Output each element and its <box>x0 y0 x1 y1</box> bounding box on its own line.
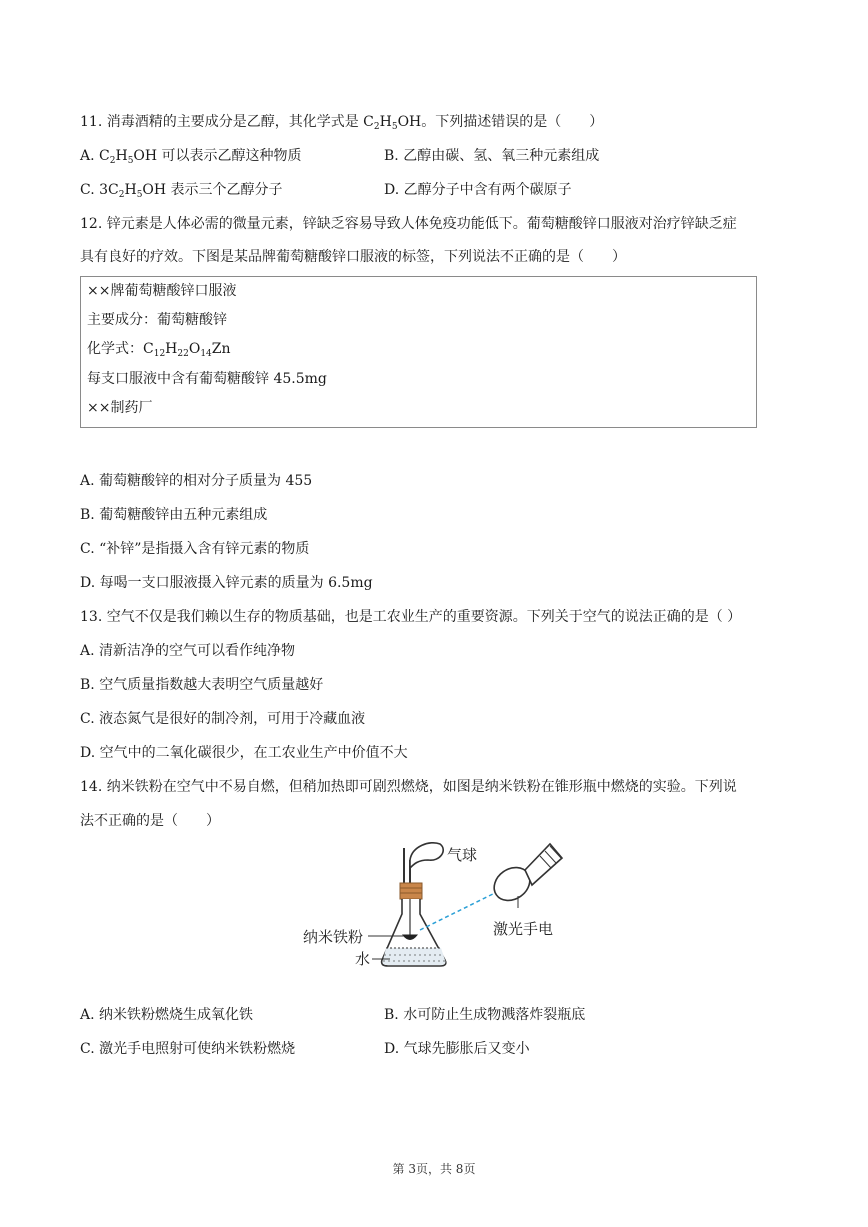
q13-stem: 13. 空气不仅是我们赖以生存的物质基础，也是工农业生产的重要资源。下列关于空气的说法正确的是（ ） <box>80 609 742 625</box>
q11-option-d: D. 乙醇分子中含有两个碳原子 <box>384 182 572 198</box>
q12-option-c: C. “补锌”是指摄入含有锌元素的物质 <box>80 541 310 557</box>
q11-stem: 11. 消毒酒精的主要成分是乙醇，其化学式是 $C_2H_5OH$。下列描述错误的是（ ） <box>80 114 604 132</box>
q14-stem-line2: 法不正确的是（ ） <box>80 813 220 829</box>
label-product-name: ××牌葡萄糖酸锌口服液 <box>87 283 237 299</box>
rubber-stopper <box>400 883 422 899</box>
experiment-figure <box>300 838 590 973</box>
iron-powder-label: 纳米铁粉 <box>303 928 364 946</box>
label-manufacturer: ××制药厂 <box>87 400 153 416</box>
q14-option-b: B. 水可防止生成物溅落炸裂瓶底 <box>384 1007 586 1023</box>
q14-option-a: A. 纳米铁粉燃烧生成氧化铁 <box>80 1007 254 1023</box>
balloon-label: 气球 <box>447 846 478 864</box>
water-layer <box>383 948 446 965</box>
laser-flashlight-icon <box>488 844 562 907</box>
label-ingredient: 主要成分：葡萄糖酸锌 <box>87 312 227 328</box>
q14-option-c: C. 激光手电照射可使纳米铁粉燃烧 <box>80 1041 296 1057</box>
water-label: 水 <box>355 950 371 968</box>
product-label-box <box>80 276 757 428</box>
q12-option-a: A. 葡萄糖酸锌的相对分子质量为 455 <box>80 473 313 489</box>
q13-option-d: D. 空气中的二氧化碳很少，在工农业生产中价值不大 <box>80 745 408 761</box>
q11-option-c: C. $3C_2H_5OH$ 表示三个乙醇分子 <box>80 182 283 200</box>
q13-option-a: A. 清新洁净的空气可以看作纯净物 <box>80 643 296 659</box>
q12-option-d: D. 每喝一支口服液摄入锌元素的质量为 6.5mg <box>80 575 373 591</box>
q12-option-b: B. 葡萄糖酸锌由五种元素组成 <box>80 507 268 523</box>
q13-option-c: C. 液态氮气是很好的制冷剂，可用于冷藏血液 <box>80 711 366 727</box>
label-formula: 化学式：$C_{12}H_{22}O_{14}Zn$ <box>87 341 231 359</box>
q14-option-d: D. 气球先膨胀后又变小 <box>384 1041 530 1057</box>
flashlight-label: 激光手电 <box>493 920 554 938</box>
q14-stem-line1: 14. 纳米铁粉在空气中不易自燃，但稍加热即可剧烈燃烧，如图是纳米铁粉在锥形瓶中燃烧的实验。下列说 <box>80 779 737 795</box>
balloon-icon <box>410 843 443 868</box>
q11-option-a: A. $C_2H_5OH$ 可以表示乙醇这种物质 <box>80 148 302 166</box>
q12-stem-line2: 具有良好的疗效。下图是某品牌葡萄糖酸锌口服液的标签，下列说法不正确的是（ ） <box>80 249 626 265</box>
q11-option-b: B. 乙醇由碳、氢、氧三种元素组成 <box>384 148 600 164</box>
label-content: 每支口服液中含有葡萄糖酸锌 45.5mg <box>87 371 327 387</box>
page-footer: 第 3页，共 8页 <box>392 1162 476 1176</box>
q13-option-b: B. 空气质量指数越大表明空气质量越好 <box>80 677 324 693</box>
q12-stem-line1: 12. 锌元素是人体必需的微量元素，锌缺乏容易导致人体免疫功能低下。葡萄糖酸锌口服液对治疗锌缺乏症 <box>80 216 737 232</box>
